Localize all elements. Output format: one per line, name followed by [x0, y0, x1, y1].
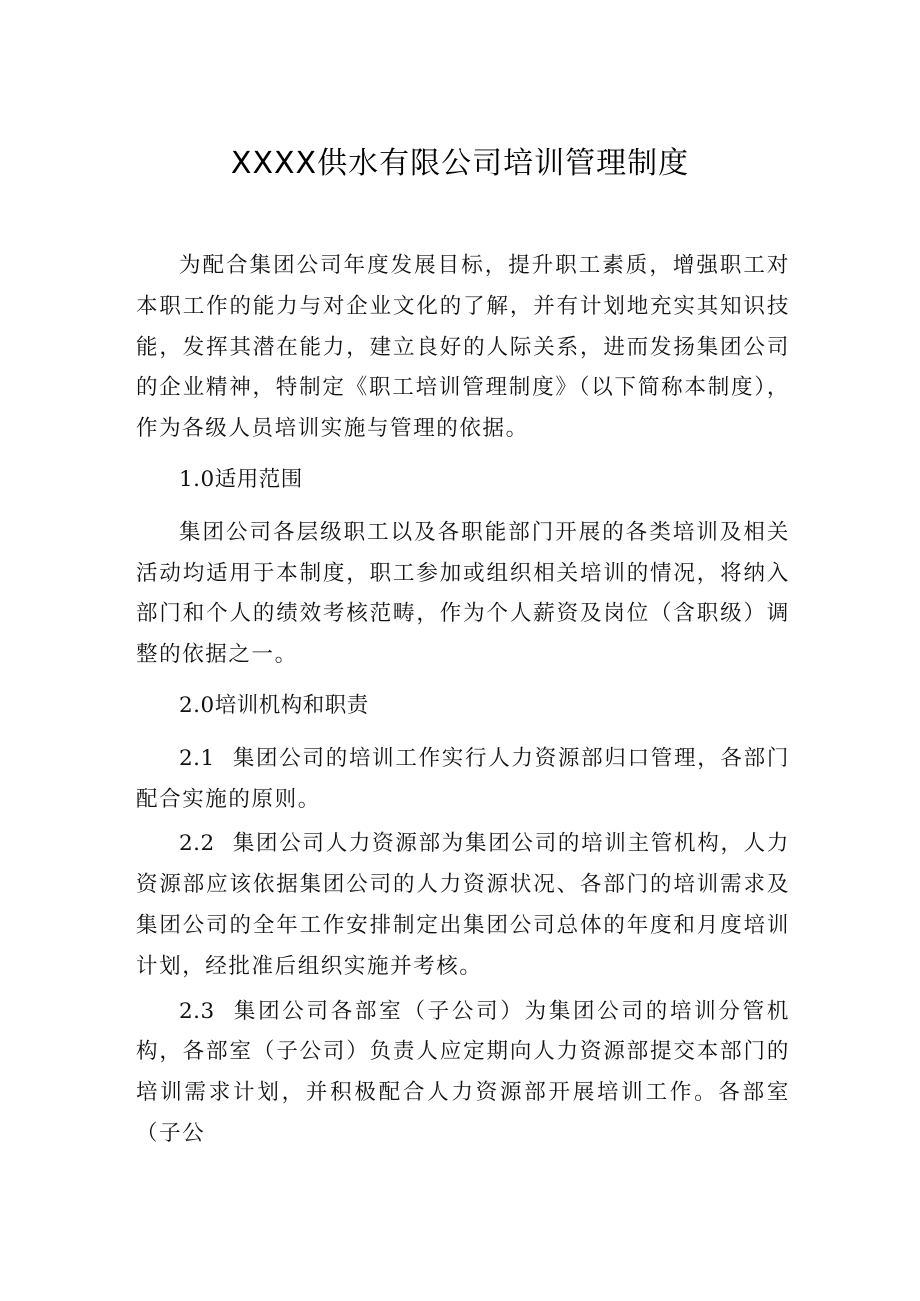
clause-text: 集团公司人力资源部为集团公司的培训主管机构，人力资源部应该依据集团公司的人力资源状况、各部门的培训需求及集团公司的全年工作安排制定出集团公司总体的年度和月度培训计划，经批准后组织实施并考核。	[136, 831, 790, 979]
clause-text: 集团公司的培训工作实行人力资源部归口管理，各部门配合实施的原则。	[136, 745, 790, 812]
section-heading-organization: 2.0培训机构和职责	[179, 692, 369, 718]
clause-number: 2.3	[179, 998, 215, 1024]
document-body	[136, 246, 790, 1155]
spacer	[136, 501, 790, 513]
clause-2-3	[136, 992, 790, 1155]
document-title: XXXX供水有限公司培训管理制度	[230, 146, 690, 181]
clause-number: 2.2	[179, 831, 215, 857]
clause-number: 2.1	[179, 745, 215, 771]
clause-2-2	[136, 824, 790, 987]
clause-2-1	[136, 739, 790, 821]
spacer	[136, 450, 790, 460]
intro-paragraph: 为配合集团公司年度发展目标，提升职工素质，增强职工对本职工作的能力与对企业文化的了解，并有计划地充实其知识技能，发挥其潜在能力，建立良好的人际关系，进而发扬集团公司的企业精神，特制定《职工培训管理制度》（以下简称本制度），作为各级人员培训实施与管理的依据。	[136, 253, 790, 442]
clause-text: 集团公司各部室（子公司）为集团公司的培训分管机构，各部室（子公司）负责人应定期向人力资源部提交本部门的培训需求计划，并积极配合人力资源部开展培训工作。各部室（子公	[136, 998, 790, 1146]
section-heading-scope: 1.0适用范围	[179, 466, 303, 492]
spacer	[136, 676, 790, 686]
spacer	[136, 727, 790, 739]
scope-paragraph: 集团公司各层级职工以及各职能部门开展的各类培训及相关活动均适用于本制度，职工参加或组织相关培训的情况，将纳入部门和个人的绩效考核范畴，作为个人薪资及岗位（含职级）调整的依据之一。	[136, 519, 790, 668]
